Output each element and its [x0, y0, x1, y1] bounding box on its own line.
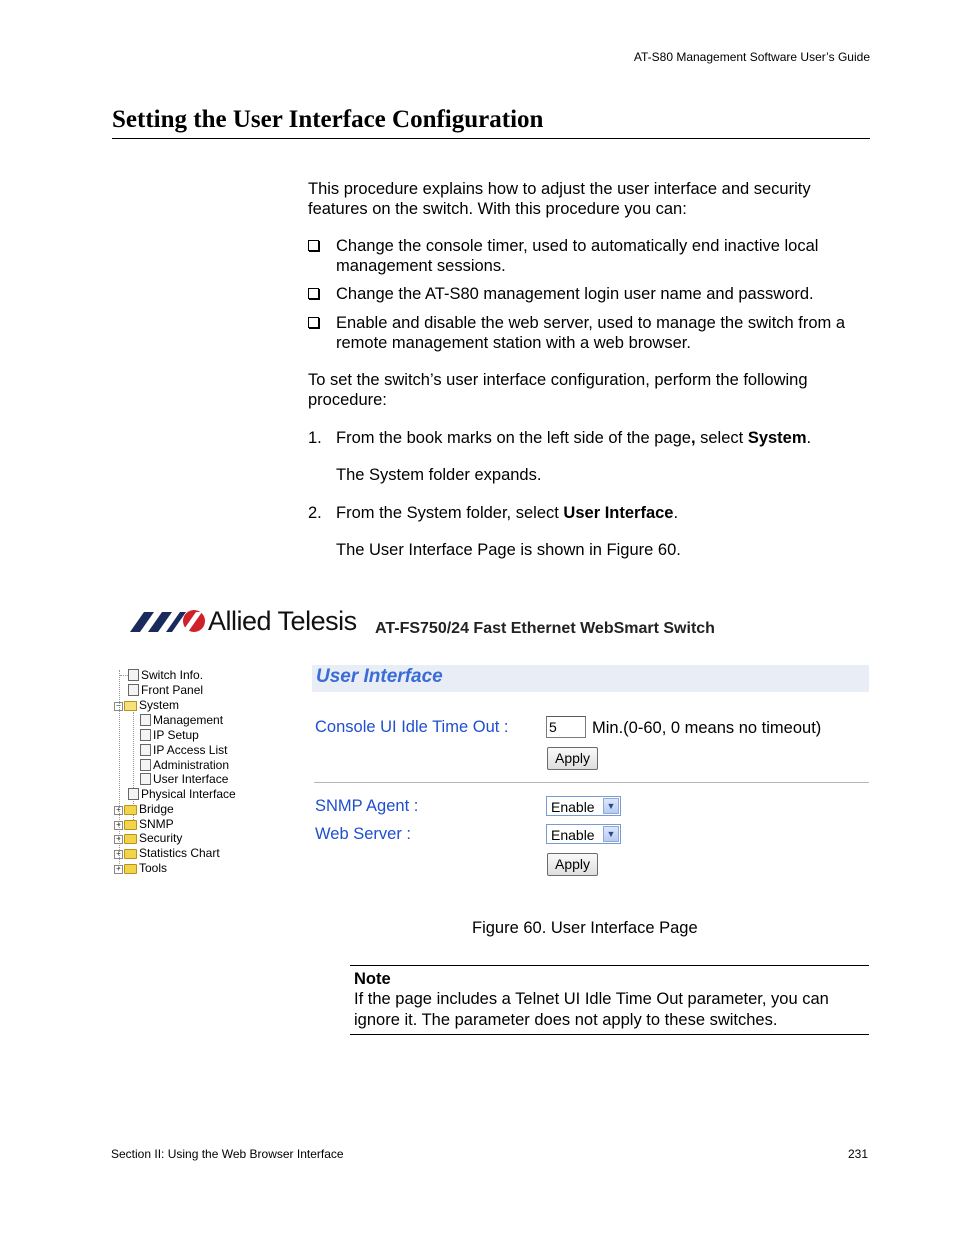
- footer-section: Section II: Using the Web Browser Interface: [111, 1147, 344, 1161]
- folder-icon: [124, 849, 137, 859]
- tree-item-snmp[interactable]: + SNMP: [114, 817, 174, 832]
- expand-icon[interactable]: +: [114, 806, 123, 815]
- brand-name: Allied Telesis: [208, 606, 357, 636]
- tree-item-management[interactable]: Management: [132, 713, 223, 728]
- collapse-icon[interactable]: −: [114, 702, 123, 711]
- expand-icon[interactable]: +: [114, 835, 123, 844]
- running-header: AT-S80 Management Software User’s Guide: [633, 50, 870, 64]
- open-folder-icon: [124, 701, 137, 711]
- web-server-label: Web Server :: [315, 825, 411, 843]
- tree-item-administration[interactable]: Administration: [132, 758, 229, 773]
- tree-item-tools[interactable]: + Tools: [114, 861, 167, 876]
- checkbox-bullet-icon: [308, 317, 319, 328]
- tree-item-switch-info[interactable]: Switch Info.: [118, 668, 203, 683]
- step-keyword: User Interface: [563, 504, 674, 522]
- page-icon: [128, 788, 139, 800]
- figure-caption: Figure 60. User Interface Page: [472, 919, 698, 937]
- tree-item-ip-access-list[interactable]: IP Access List: [132, 743, 227, 758]
- expand-icon[interactable]: +: [114, 865, 123, 874]
- snmp-agent-label: SNMP Agent :: [315, 797, 419, 815]
- step-1-result: The System folder expands.: [336, 466, 542, 484]
- page-icon: [140, 729, 151, 741]
- folder-icon: [124, 864, 137, 874]
- page-icon: [128, 669, 139, 681]
- tree-item-system[interactable]: − System: [114, 698, 179, 713]
- folder-icon: [124, 820, 137, 830]
- tree-item-user-interface[interactable]: User Interface: [132, 772, 228, 787]
- tree-item-front-panel[interactable]: Front Panel: [118, 683, 203, 698]
- console-timeout-input[interactable]: 5: [546, 716, 586, 738]
- expand-icon[interactable]: +: [114, 821, 123, 830]
- step-2-result: The User Interface Page is shown in Figure 60.: [336, 541, 681, 559]
- bullet-item: Change the AT-S80 management login user name and password.: [308, 284, 868, 304]
- section-title: Setting the User Interface Configuration: [112, 106, 870, 139]
- procedure-intro: To set the switch’s user interface configuration, perform the following procedure:: [308, 371, 808, 409]
- tree-item-ip-setup[interactable]: IP Setup: [132, 728, 199, 743]
- folder-icon: [124, 805, 137, 815]
- product-name: AT-FS750/24 Fast Ethernet WebSmart Switch: [375, 620, 715, 637]
- checkbox-bullet-icon: [308, 240, 319, 251]
- bullet-item: Change the console timer, used to automatically end inactive local management sessions.: [308, 236, 868, 276]
- step-number: 1.: [308, 429, 322, 447]
- intro-paragraph: This procedure explains how to adjust the user interface and security features on the switch. With this procedure you can:: [308, 180, 811, 218]
- checkbox-bullet-icon: [308, 288, 319, 299]
- step-1: 1. From the book marks on the left side of the page, select System.: [308, 429, 812, 447]
- page-icon: [140, 759, 151, 771]
- console-timeout-hint: Min.(0-60, 0 means no timeout): [592, 719, 822, 737]
- expand-icon[interactable]: +: [114, 850, 123, 859]
- step-2: 2. From the System folder, select User Interface.: [308, 504, 679, 522]
- page-icon: [140, 744, 151, 756]
- divider: [314, 782, 869, 783]
- tree-item-security[interactable]: + Security: [114, 831, 182, 846]
- step-keyword: System: [747, 429, 807, 447]
- bullet-item: Enable and disable the web server, used to manage the switch from a remote management station with a web browser.: [308, 313, 868, 353]
- page-title: User Interface: [316, 666, 443, 687]
- web-server-select[interactable]: Enable ▼: [546, 824, 621, 844]
- page-icon: [140, 714, 151, 726]
- console-timeout-label: Console UI Idle Time Out :: [315, 718, 509, 736]
- chevron-down-icon[interactable]: ▼: [603, 826, 619, 842]
- tree-item-bridge[interactable]: + Bridge: [114, 802, 174, 817]
- folder-icon: [124, 834, 137, 844]
- note-text: If the page includes a Telnet UI Idle Time Out parameter, you can ignore it. The parameter does not apply to these switches.: [354, 990, 829, 1029]
- allied-telesis-logo-icon: [128, 608, 208, 634]
- tree-item-physical-interface[interactable]: Physical Interface: [118, 787, 236, 802]
- note-title: Note: [354, 970, 391, 988]
- page-icon: [140, 773, 151, 785]
- apply-button[interactable]: Apply: [547, 853, 598, 876]
- step-number: 2.: [308, 504, 322, 522]
- page-icon: [128, 684, 139, 696]
- tree-item-statistics-chart[interactable]: + Statistics Chart: [114, 846, 220, 861]
- page-number: 231: [847, 1147, 868, 1161]
- note-box: [350, 965, 869, 1035]
- apply-button[interactable]: Apply: [547, 747, 598, 770]
- chevron-down-icon[interactable]: ▼: [603, 798, 619, 814]
- snmp-agent-select[interactable]: Enable ▼: [546, 796, 621, 816]
